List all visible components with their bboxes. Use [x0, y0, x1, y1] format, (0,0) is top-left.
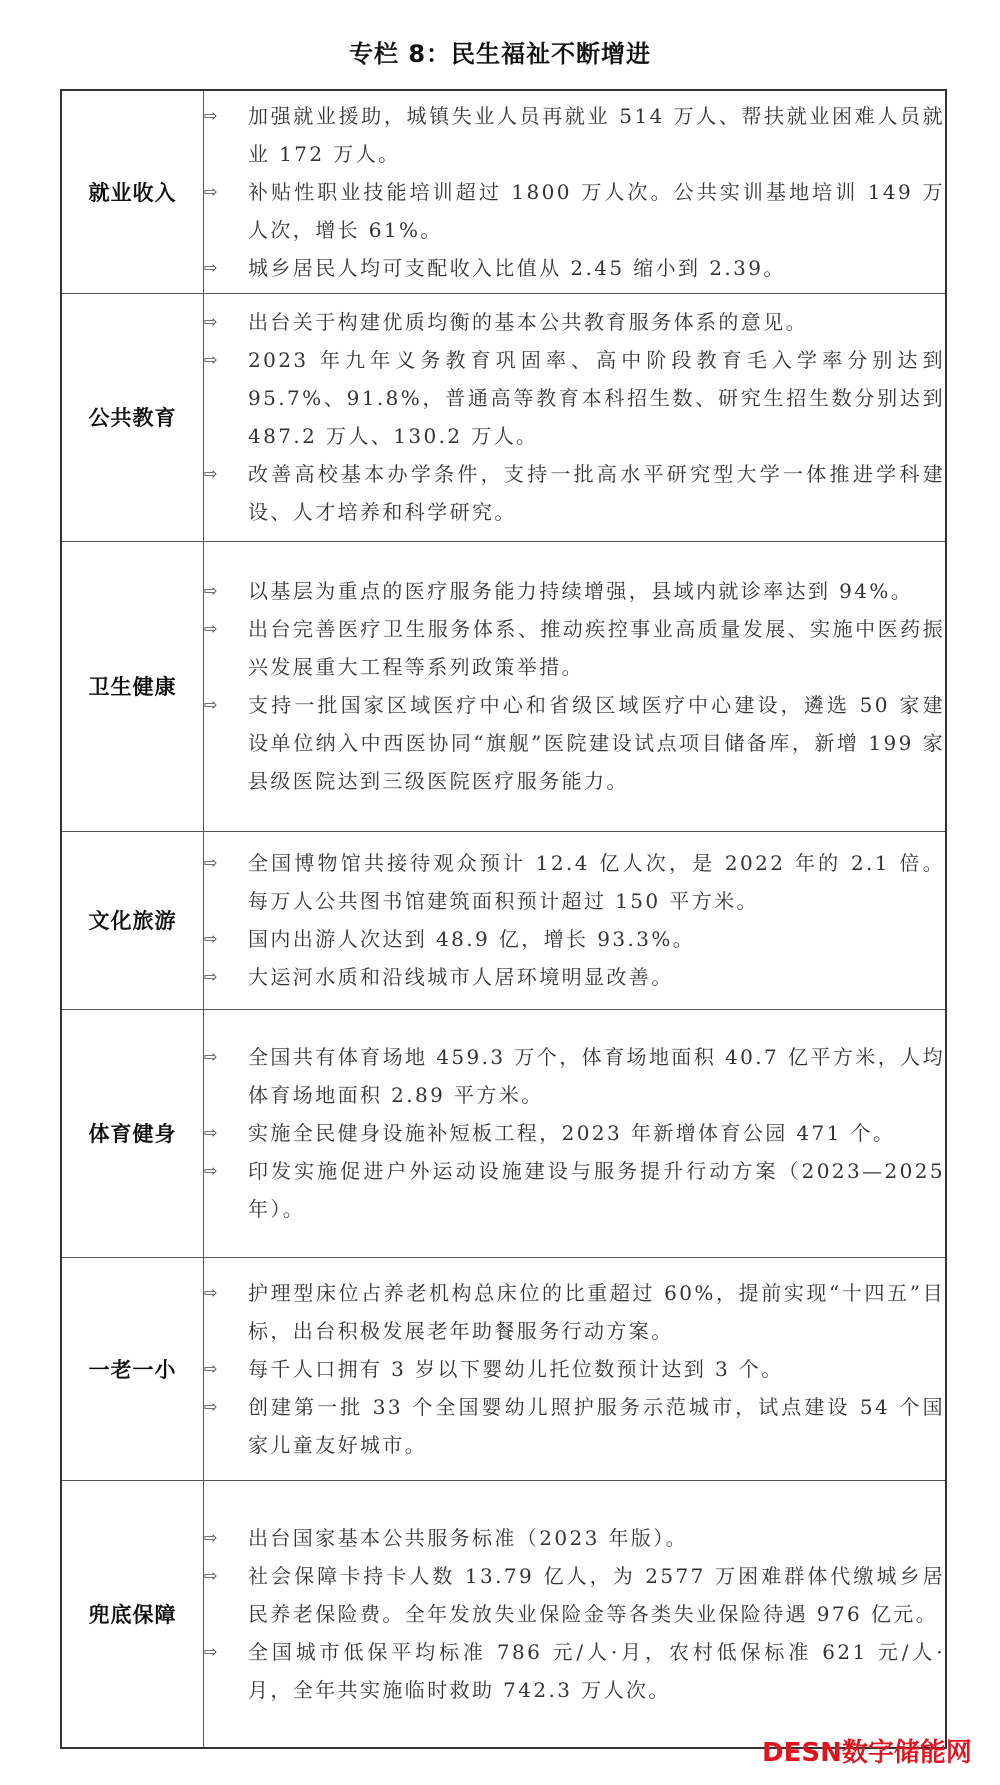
category-label: 兜底保障 — [61, 1480, 204, 1748]
arrow-bullet-icon: ⇨ — [204, 1161, 218, 1180]
arrow-bullet-icon: ⇨ — [204, 350, 218, 369]
list-item: ⇨ 全国共有体育场地 459.3 万个，体育场地面积 40.7 亿平方米，人均体育场地面积 2.89 平方米。 — [204, 1038, 945, 1114]
arrow-bullet-icon: ⇨ — [204, 312, 218, 331]
table-row — [61, 1257, 946, 1480]
arrow-bullet-icon: ⇨ — [204, 581, 218, 600]
list-item: ⇨ 印发实施促进户外运动设施建设与服务提升行动方案（2023—2025 年）。 — [204, 1152, 945, 1228]
category-label: 文化旅游 — [61, 831, 204, 1009]
arrow-bullet-icon: ⇨ — [204, 181, 218, 201]
list-item: ⇨ 补贴性职业技能培训超过 1800 万人次。公共实训基地培训 149 万人次，增长 61%。 — [204, 173, 945, 249]
page-title: 专栏 8：民生福祉不断增进 — [348, 40, 652, 68]
list-item: ⇨ 全国城市低保平均标准 786 元/人·月，农村低保标准 621 元/人·月，全年共实施临时救助 742.3 万人次。 — [204, 1633, 945, 1709]
category-label: 就业收入 — [61, 90, 204, 293]
table-row — [61, 90, 946, 293]
arrow-bullet-icon: ⇨ — [204, 1396, 218, 1416]
items-cell — [204, 831, 947, 1009]
watermark-logo: DESN数字储能网 — [762, 1738, 972, 1768]
table-row — [61, 831, 946, 1009]
list-item: ⇨ 出台关于构建优质均衡的基本公共教育服务体系的意见。 — [204, 303, 945, 341]
category-label: 公共教育 — [61, 293, 204, 541]
items-cell — [204, 1257, 947, 1480]
items-cell — [204, 293, 947, 541]
category-label: 体育健身 — [61, 1009, 204, 1257]
list-item: ⇨ 改善高校基本办学条件，支持一批高水平研究型大学一体推进学科建设、人才培养和科学研究。 — [204, 455, 945, 531]
items-cell — [204, 541, 947, 831]
arrow-bullet-icon: ⇨ — [204, 1565, 218, 1585]
arrow-bullet-icon: ⇨ — [204, 853, 218, 872]
arrow-bullet-icon: ⇨ — [204, 464, 218, 483]
arrow-bullet-icon: ⇨ — [204, 105, 218, 125]
category-label: 一老一小 — [61, 1257, 204, 1480]
arrow-bullet-icon: ⇨ — [204, 967, 218, 986]
table-row — [61, 1480, 946, 1748]
items-cell — [204, 1480, 947, 1748]
list-item: ⇨ 以基层为重点的医疗服务能力持续增强，县域内就诊率达到 94%。 — [204, 572, 945, 610]
table-row — [61, 541, 946, 831]
welfare-table — [60, 89, 947, 1749]
list-item: ⇨ 加强就业援助，城镇失业人员再就业 514 万人、帮扶就业困难人员就业 172 万人。 — [204, 97, 945, 173]
list-item: ⇨ 出台国家基本公共服务标准（2023 年版）。 — [204, 1519, 945, 1557]
table-row — [61, 293, 946, 541]
list-item: ⇨ 全国博物馆共接待观众预计 12.4 亿人次，是 2022 年的 2.1 倍。每万人公共图书馆建筑面积预计超过 150 平方米。 — [204, 844, 945, 920]
arrow-bullet-icon: ⇨ — [204, 1282, 218, 1302]
list-item: ⇨ 社会保障卡持卡人数 13.79 亿人，为 2577 万困难群体代缴城乡居民养老保险费。全年发放失业保险金等各类失业保险待遇 976 亿元。 — [204, 1557, 945, 1633]
arrow-bullet-icon: ⇨ — [204, 1527, 218, 1547]
arrow-bullet-icon: ⇨ — [204, 619, 218, 638]
list-item: ⇨ 创建第一批 33 个全国婴幼儿照护服务示范城市，试点建设 54 个国家儿童友好城市。 — [204, 1388, 945, 1464]
arrow-bullet-icon: ⇨ — [204, 695, 218, 714]
list-item: ⇨ 每千人口拥有 3 岁以下婴幼儿托位数预计达到 3 个。 — [204, 1350, 945, 1388]
arrow-bullet-icon: ⇨ — [204, 1358, 218, 1378]
list-item: ⇨ 国内出游人次达到 48.9 亿，增长 93.3%。 — [204, 920, 945, 958]
arrow-bullet-icon: ⇨ — [204, 257, 218, 277]
list-item: ⇨ 2023 年九年义务教育巩固率、高中阶段教育毛入学率分别达到 95.7%、91.8%，普通高等教育本科招生数、研究生招生数分别达到 487.2 万人、130.2 万人。 — [204, 341, 945, 455]
items-cell — [204, 1009, 947, 1257]
items-cell — [204, 90, 947, 293]
list-item: ⇨ 出台完善医疗卫生服务体系、推动疾控事业高质量发展、实施中医药振兴发展重大工程等系列政策举措。 — [204, 610, 945, 686]
table-row — [61, 1009, 946, 1257]
list-item: ⇨ 城乡居民人均可支配收入比值从 2.45 缩小到 2.39。 — [204, 249, 945, 287]
arrow-bullet-icon: ⇨ — [204, 1641, 218, 1661]
list-item: ⇨ 大运河水质和沿线城市人居环境明显改善。 — [204, 958, 945, 996]
arrow-bullet-icon: ⇨ — [204, 1047, 218, 1066]
arrow-bullet-icon: ⇨ — [204, 1123, 218, 1142]
list-item: ⇨ 护理型床位占养老机构总床位的比重超过 60%，提前实现“十四五”目标，出台积极发展老年助餐服务行动方案。 — [204, 1274, 945, 1350]
arrow-bullet-icon: ⇨ — [204, 929, 218, 948]
category-label: 卫生健康 — [61, 541, 204, 831]
list-item: ⇨ 支持一批国家区域医疗中心和省级区域医疗中心建设，遴选 50 家建设单位纳入中西医协同“旗舰”医院建设试点项目储备库，新增 199 家县级医院达到三级医院医疗服务能力。 — [204, 686, 945, 800]
list-item: ⇨ 实施全民健身设施补短板工程，2023 年新增体育公园 471 个。 — [204, 1114, 945, 1152]
